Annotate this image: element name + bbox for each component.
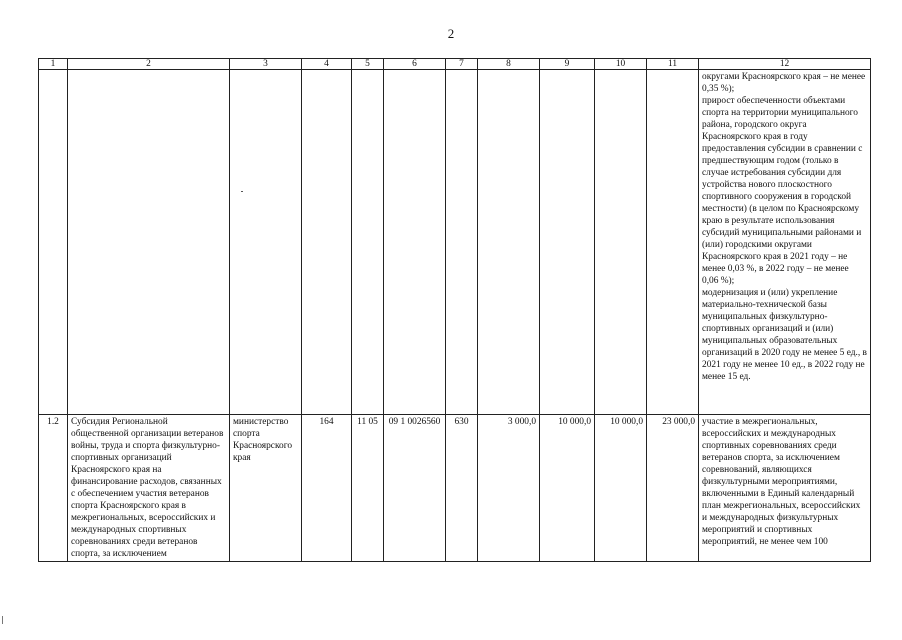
col-header: 8 xyxy=(478,59,540,70)
expected-result: участие в межрегиональных, всероссийских и международных спортивных соревнованиях среди ветеранов спорта, за исключением соревнований, являющихся физкультурными мероприятиями, включенными в Единый календарный план межрегиональных, всероссийских и международных физкультурных мероприятий и спортивных мероприятий, не менее чем 100 xyxy=(699,415,871,562)
table-cell xyxy=(540,70,595,415)
amount-total: 23 000,0 xyxy=(647,415,699,562)
document-table xyxy=(38,58,871,562)
scan-speck xyxy=(241,191,243,192)
table-cell xyxy=(647,70,699,415)
col-header: 12 xyxy=(699,59,871,70)
col-header: 4 xyxy=(302,59,352,70)
table-cell xyxy=(595,70,647,415)
table-row-continuation xyxy=(39,70,871,415)
col-header: 2 xyxy=(68,59,230,70)
page-number: 2 xyxy=(447,26,455,41)
col-header: 5 xyxy=(352,59,384,70)
table-cell xyxy=(68,70,230,415)
col-header: 9 xyxy=(540,59,595,70)
measure-name: Субсидия Региональной общественной организации ветеранов войны, труда и спорта физкультурно-спортивных организаций Красноярского края на финансирование расходов, связанных с обеспечением участия ветеранов спорта Красноярского края в межрегиональных, всероссийских и международных спортивных соревнованиях среди ветеранов спорта, за исключением xyxy=(68,415,230,562)
result-text-continued: округами Красноярского края – не менее 0,35 %); прирост обеспеченности объектами спорта на территории муниципального района, городского округа Красноярского края в году предоставления субсидии в сравнении с предшествующим годом (только в случае истребования субсидии для устройства нового плоскостного спортивного сооружения в городской местности) (в целом по Красноярскому краю в результате использования субсидий муниципальными районами и (или) городскими округами Красноярского края в 2021 году – не менее 0,03 %, в 2022 году – не менее 0,06 %); модернизация и (или) укрепление материально-технической базы муниципальных физкультурно-спортивных организаций и (или) муниципальных образовательных организаций в 2020 году не менее 5 ед., в 2021 году не менее 10 ед., в 2022 году не менее 15 ед. xyxy=(699,70,871,415)
amount-2022: 10 000,0 xyxy=(595,415,647,562)
col-header: 7 xyxy=(446,59,478,70)
col-header: 3 xyxy=(230,59,302,70)
executor: министерство спорта Красноярского края xyxy=(230,415,302,562)
table-row-1-2 xyxy=(39,415,871,562)
grbs-code: 164 xyxy=(302,415,352,562)
table-cell xyxy=(302,70,352,415)
rzpr-code: 11 05 xyxy=(352,415,384,562)
table-cell xyxy=(352,70,384,415)
table-cell xyxy=(446,70,478,415)
table-cell xyxy=(478,70,540,415)
table-cell xyxy=(39,70,68,415)
table-cell xyxy=(384,70,446,415)
row-number: 1.2 xyxy=(39,415,68,562)
col-header: 11 xyxy=(647,59,699,70)
table-cell xyxy=(230,70,302,415)
col-header: 10 xyxy=(595,59,647,70)
header-row xyxy=(39,59,871,70)
amount-2020: 3 000,0 xyxy=(478,415,540,562)
amount-2021: 10 000,0 xyxy=(540,415,595,562)
scan-edge-mark xyxy=(2,616,3,624)
vr-code: 630 xyxy=(446,415,478,562)
col-header: 6 xyxy=(384,59,446,70)
csr-code: 09 1 0026560 xyxy=(384,415,446,562)
col-header: 1 xyxy=(39,59,68,70)
